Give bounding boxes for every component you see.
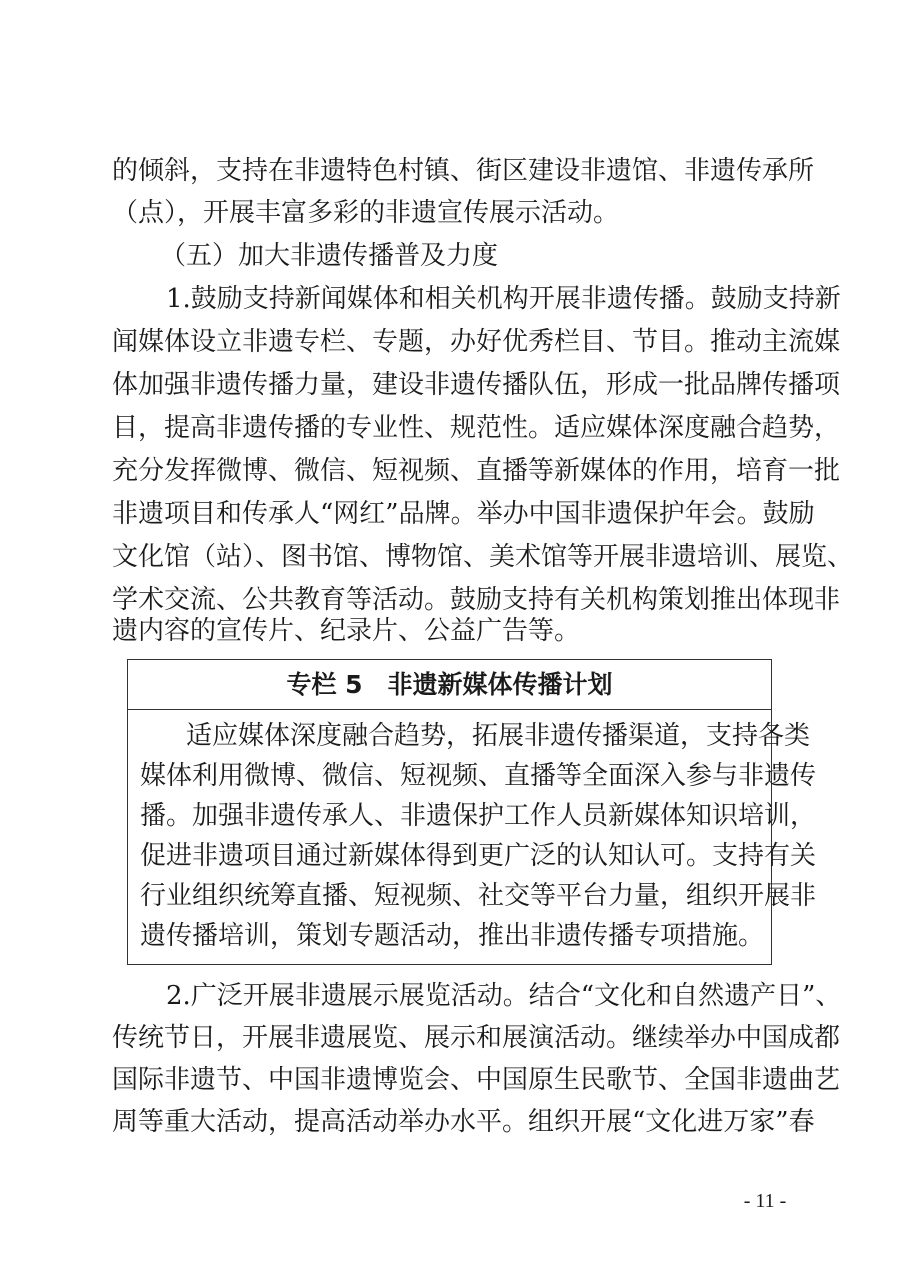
- body-line: 目，提高非遗传播的专业性、规范性。适应媒体深度融合趋势，: [112, 413, 841, 443]
- column-box-line: 适应媒体深度融合趋势，拓展非遗传播渠道，支持各类: [186, 721, 811, 751]
- body-line: 的倾斜，支持在非遗特色村镇、街区建设非遗馆、非遗传承所: [112, 156, 815, 186]
- body-line: （点），开展丰富多彩的非遗宣传展示活动。: [112, 198, 620, 228]
- column-box-line: 媒体利用微博、微信、短视频、直播等全面深入参与非遗传: [140, 761, 817, 791]
- body-line: 闻媒体设立非遗专栏、专题，办好优秀栏目、节目。推动主流媒: [112, 327, 841, 357]
- column-box-line: 遗传播培训，策划专题活动，推出非遗传播专项措施。: [140, 921, 765, 951]
- body-line: 2.广泛开展非遗展示展览活动。结合“文化和自然遗产日”、: [166, 981, 842, 1011]
- body-line: 遗内容的宣传片、纪录片、公益广告等。: [112, 616, 581, 646]
- body-line: 1.鼓励支持新闻媒体和相关机构开展非遗传播。鼓励支持新: [166, 284, 841, 314]
- body-line: 体加强非遗传播力量，建设非遗传播队伍，形成一批品牌传播项: [112, 370, 841, 400]
- body-line: 传统节日，开展非遗展览、展示和展演活动。继续举办中国成都: [112, 1023, 841, 1053]
- body-line: 非遗项目和传承人“网红”品牌。举办中国非遗保护年会。鼓励: [112, 499, 815, 529]
- body-line: 国际非遗节、中国非遗博览会、中国原生民歌节、全国非遗曲艺: [112, 1065, 841, 1095]
- column-box-title: 专栏 5 非遗新媒体传播计划: [128, 660, 771, 710]
- body-line: 学术交流、公共教育等活动。鼓励支持有关机构策划推出体现非: [112, 585, 841, 615]
- body-line: 文化馆（站）、图书馆、博物馆、美术馆等开展非遗培训、展览、: [112, 542, 854, 572]
- page-number: - 11 -: [743, 1190, 787, 1212]
- body-line: 充分发挥微博、微信、短视频、直播等新媒体的作用，培育一批: [112, 456, 841, 486]
- body-line: 周等重大活动，提高活动举办水平。组织开展“文化进万家”春: [112, 1107, 815, 1137]
- column-box-line: 促进非遗项目通过新媒体得到更广泛的认知认可。支持有关: [140, 841, 817, 871]
- column-box-line: 行业组织统筹直播、短视频、社交等平台力量，组织开展非: [140, 881, 817, 911]
- section-heading: （五）加大非遗传播普及力度: [160, 241, 499, 271]
- column-box: [127, 659, 817, 965]
- column-box-line: 播。加强非遗传承人、非遗保护工作人员新媒体知识培训，: [140, 801, 817, 831]
